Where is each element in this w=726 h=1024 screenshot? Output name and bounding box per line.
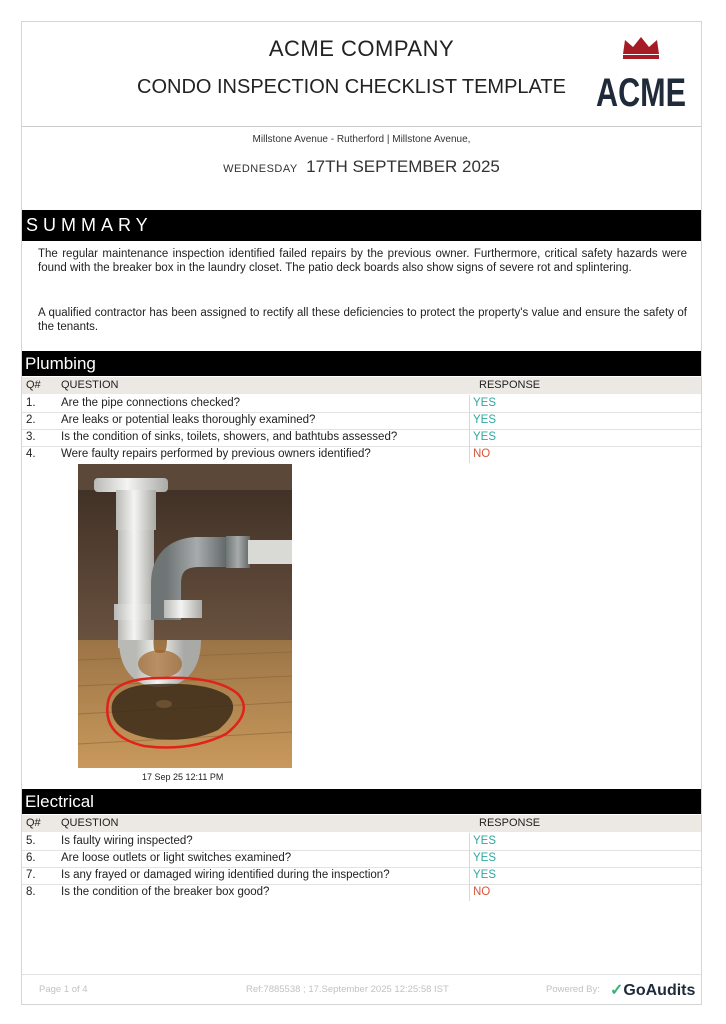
question-number: 6.	[26, 852, 36, 864]
table-row	[22, 884, 701, 901]
question-text: Is any frayed or damaged wiring identified during the inspection?	[61, 869, 390, 881]
response-value: YES	[469, 429, 496, 446]
question-number: 4.	[26, 448, 36, 460]
evidence-photo[interactable]	[78, 464, 292, 768]
question-number: 7.	[26, 869, 36, 881]
response-value: YES	[469, 850, 496, 867]
summary-heading: SUMMARY	[22, 210, 701, 241]
response-value: NO	[469, 446, 490, 463]
footer-divider	[22, 974, 701, 975]
response-value: YES	[469, 412, 496, 429]
powered-by-label: Powered By:	[546, 984, 600, 995]
table-row	[22, 867, 701, 885]
question-text: Were faulty repairs performed by previous owners identified?	[61, 448, 371, 460]
table-row	[22, 850, 701, 868]
company-name: ACME COMPANY	[268, 36, 455, 61]
summary-paragraph-2: A qualified contractor has been assigned to rectify all these deficiencies to protect the property's value and ensure the safety of the tenants.	[38, 307, 687, 333]
response-value: YES	[469, 833, 496, 850]
goaudits-logo[interactable]	[610, 980, 695, 1000]
question-text: Are leaks or potential leaks thoroughly examined?	[61, 414, 316, 426]
table-row	[22, 429, 701, 447]
col-num-header: Q#	[26, 379, 41, 391]
question-text: Is the condition of the breaker box good?	[61, 886, 270, 898]
table-row	[22, 833, 701, 851]
table-row	[22, 412, 701, 430]
question-number: 2.	[26, 414, 36, 426]
inspection-date	[22, 157, 701, 177]
col-question-header: QUESTION	[61, 379, 119, 391]
summary-paragraph-1: The regular maintenance inspection identified failed repairs by the previous owner. Furthermore, critical safety hazards were found with the breaker box in the laundry closet. The patio deck boards also show signs of severe rot and splintering.	[38, 248, 687, 274]
report-page	[21, 21, 702, 1005]
question-text: Is the condition of sinks, toilets, showers, and bathtubs assessed?	[61, 431, 398, 443]
response-value: YES	[469, 395, 496, 412]
question-text: Are the pipe connections checked?	[61, 397, 241, 409]
site-address: Millstone Avenue - Rutherford | Millstone Avenue,	[252, 134, 471, 145]
response-value: YES	[469, 867, 496, 884]
date-weekday: WEDNESDAY	[223, 163, 298, 175]
logo-text: ACME	[596, 71, 686, 115]
col-num-header: Q#	[26, 817, 41, 829]
col-response-header: RESPONSE	[479, 379, 541, 391]
table-row	[22, 395, 701, 413]
section-heading-electrical: Electrical	[22, 789, 701, 814]
response-value: NO	[469, 884, 490, 901]
col-question-header: QUESTION	[61, 817, 119, 829]
section-heading-plumbing: Plumbing	[22, 351, 701, 376]
page-number: Page 1 of 4	[39, 984, 88, 995]
question-number: 5.	[26, 835, 36, 847]
question-text: Is faulty wiring inspected?	[61, 835, 193, 847]
question-number: 8.	[26, 886, 36, 898]
table-header	[22, 815, 701, 832]
checkmark-icon: ✓	[610, 982, 624, 999]
crown-icon	[623, 37, 659, 54]
report-reference: Ref:7885538 ; 17.September 2025 12:25:58 IST	[246, 984, 449, 995]
question-number: 3.	[26, 431, 36, 443]
table-header	[22, 377, 701, 394]
header-divider	[22, 126, 701, 127]
report-title: CONDO INSPECTION CHECKLIST TEMPLATE	[137, 76, 566, 98]
question-number: 1.	[26, 397, 36, 409]
acme-logo	[595, 34, 687, 115]
col-response-header: RESPONSE	[479, 817, 541, 829]
photo-timestamp: 17 Sep 25 12:11 PM	[142, 772, 224, 782]
date-value: 17TH SEPTEMBER 2025	[306, 157, 500, 176]
goaudits-brand: GoAudits	[623, 982, 696, 999]
question-text: Are loose outlets or light switches examined?	[61, 852, 292, 864]
table-row	[22, 446, 701, 463]
